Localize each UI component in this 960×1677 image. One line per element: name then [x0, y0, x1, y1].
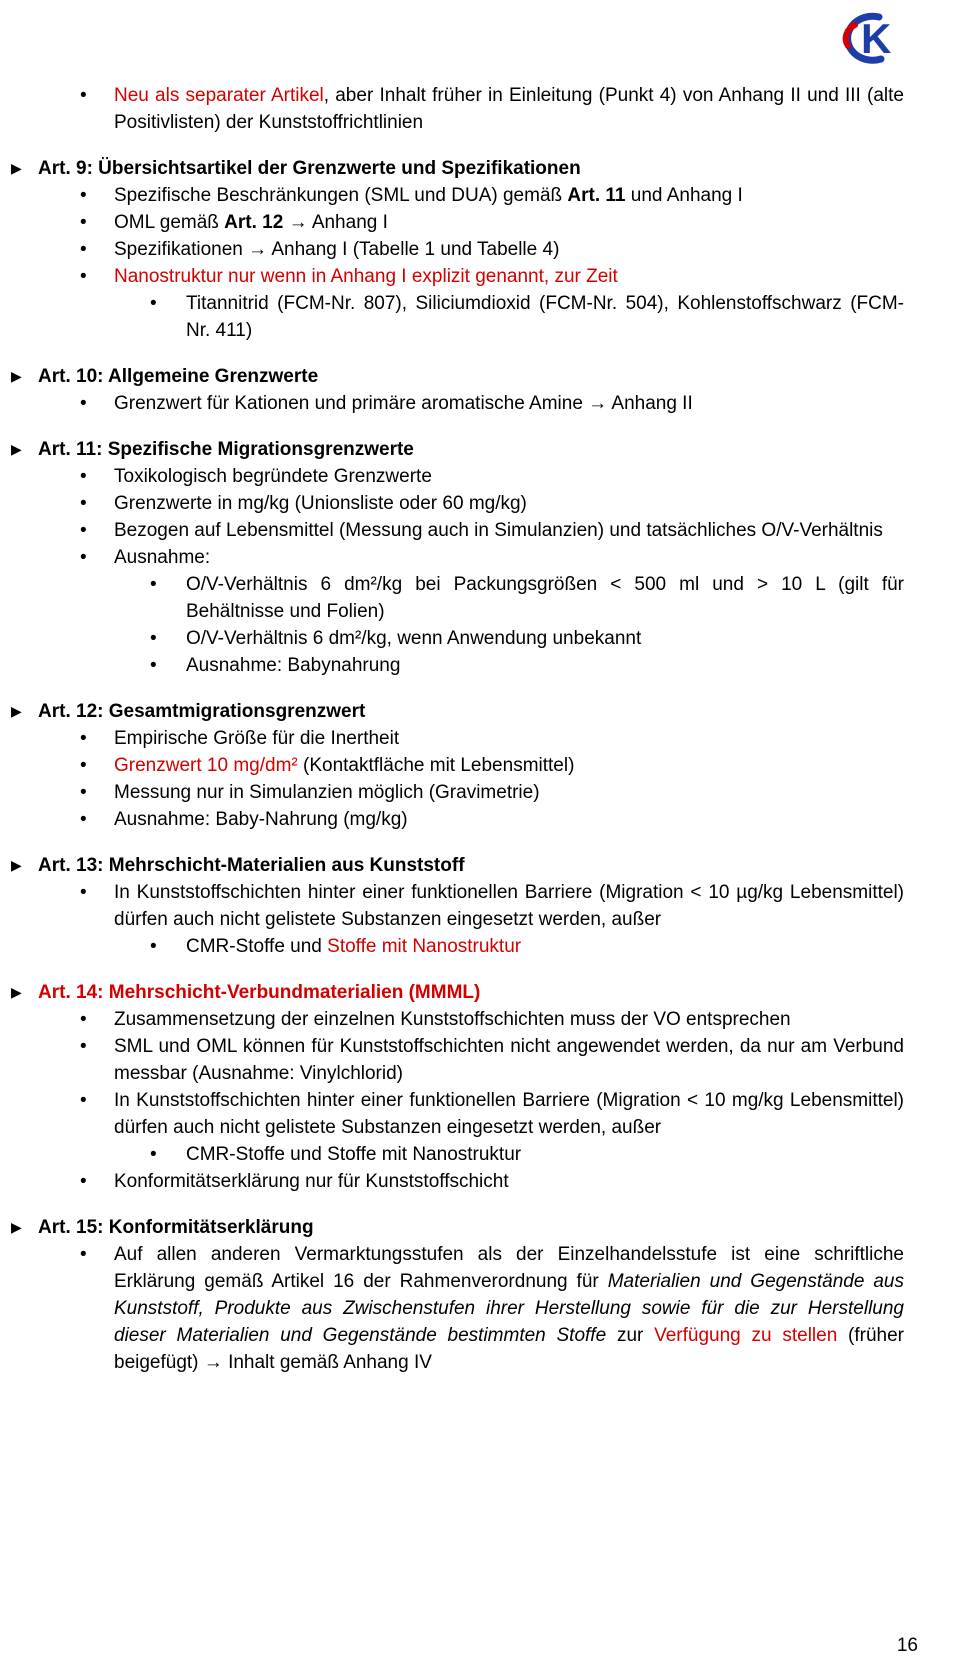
text-run: Bezogen auf Lebensmittel (Messung auch in Simulanzien) und tatsächliches O/V-Verhältnis	[114, 520, 883, 541]
text	[114, 239, 559, 260]
text	[114, 1036, 904, 1084]
bullet-icon: •	[80, 466, 87, 487]
text-run: (früher beigefügt) → Inhalt gemäß Anhang IV	[114, 1325, 905, 1373]
bullet-icon: •	[80, 1244, 87, 1265]
text	[114, 1009, 791, 1030]
text-run: Art. 11	[567, 185, 626, 206]
bullet-icon: •	[80, 520, 87, 541]
text-run: Art. 12: Gesamtmigrationsgrenzwert	[38, 701, 366, 722]
text-run: zur	[606, 1325, 655, 1346]
text	[114, 809, 408, 830]
text-run: Spezifikationen → Anhang I (Tabelle 1 und Tabelle 4)	[114, 239, 560, 260]
heading-art-9	[0, 155, 904, 182]
heading-art-14	[0, 979, 904, 1006]
bullet-icon: •	[80, 809, 87, 830]
bullet-barriere-ug	[0, 879, 904, 933]
text	[114, 755, 574, 776]
text	[114, 466, 432, 487]
bullet-icon: •	[150, 1144, 157, 1165]
bullet-ov-unbekannt	[0, 625, 904, 652]
ik-logo	[832, 8, 902, 68]
text-run: Grenzwert 10 mg/dm²	[114, 755, 298, 776]
text	[38, 701, 365, 722]
bullet-icon: •	[80, 728, 87, 749]
text-run: Grenzwerte in mg/kg (Unionsliste oder 60 mg/kg)	[114, 493, 527, 514]
text-run: Spezifische Beschränkungen (SML und DUA) gemäß	[114, 185, 568, 206]
text	[186, 293, 904, 341]
text	[38, 158, 581, 179]
text	[38, 982, 480, 1003]
arrow-marker-icon: ▶	[11, 703, 22, 719]
text-run: Grenzwert für Kationen und primäre aromatische Amine → Anhang II	[114, 393, 693, 414]
bullet-zusammensetzung	[0, 1006, 904, 1033]
bullet-icon: •	[80, 493, 87, 514]
text-run: In Kunststoffschichten hinter einer funktionellen Barriere (Migration < 10 mg/kg Lebensmittel) dürfen auch nicht gelistete Substanzen eingesetzt werden, außer	[114, 1090, 904, 1138]
heading-art-12	[0, 698, 904, 725]
text-run: CMR-Stoffe und Stoffe mit Nanostruktur	[186, 1144, 522, 1165]
bullet-icon: •	[80, 1090, 87, 1111]
bullet-icon: •	[80, 212, 87, 233]
text	[186, 628, 641, 649]
text-run: Zusammensetzung der einzelnen Kunststoffschichten muss der VO entsprechen	[114, 1009, 791, 1030]
bullet-icon: •	[80, 1009, 87, 1030]
text	[186, 574, 904, 622]
bullet-neu-artikel	[0, 82, 904, 136]
text	[114, 212, 388, 233]
text-run: OML gemäß	[114, 212, 225, 233]
bullet-nanostruktur	[0, 263, 904, 290]
heading-art-15	[0, 1214, 904, 1241]
bullet-sml-oml	[0, 1033, 904, 1087]
text-run: Ausnahme: Babynahrung	[186, 655, 401, 676]
text-run: → Anhang I	[283, 212, 388, 233]
text-run: und Anhang I	[625, 185, 743, 206]
text-run: O/V-Verhältnis 6 dm²/kg bei Packungsgrößen < 500 ml und > 10 L (gilt für Behältnisse und Folien)	[186, 574, 904, 622]
text	[38, 439, 414, 460]
bullet-sml-dua	[0, 182, 904, 209]
bullet-ov-500ml	[0, 571, 904, 625]
heading-art-10	[0, 363, 904, 390]
text-run: Nanostruktur nur wenn in Anhang I explizit genannt, zur Zeit	[114, 266, 618, 287]
bullet-icon: •	[80, 1171, 87, 1192]
bullet-cmr-1	[0, 933, 904, 960]
text-run: Toxikologisch begründete Grenzwerte	[114, 466, 432, 487]
logo-letter: K	[861, 15, 892, 62]
bullet-titannitrid	[0, 290, 904, 344]
heading-art-11	[0, 436, 904, 463]
text	[114, 1244, 904, 1373]
text-run: O/V-Verhältnis 6 dm²/kg, wenn Anwendung unbekannt	[186, 628, 642, 649]
text-run: Stoffe mit Nanostruktur	[327, 936, 522, 957]
text-run: Art. 9: Übersichtsartikel der Grenzwerte und Spezifikationen	[38, 158, 581, 179]
text-run: Art. 12	[224, 212, 284, 233]
text-run: Art. 11: Spezifische Migrationsgrenzwerte	[38, 439, 414, 460]
text	[114, 1171, 509, 1192]
bullet-icon: •	[150, 628, 157, 649]
bullet-icon: •	[150, 936, 157, 957]
text-run: Auf allen anderen Vermarktungsstufen als der Einzelhandelsstufe ist eine schriftliche Erklärung gemäß Artikel 16 der Rahmenverordnung für	[114, 1244, 904, 1292]
text-run: Ausnahme: Baby-Nahrung (mg/kg)	[114, 809, 408, 830]
bullet-konformitaet-schicht	[0, 1168, 904, 1195]
bullet-gravimetrie	[0, 779, 904, 806]
text	[186, 1144, 521, 1165]
text-run: Art. 13: Mehrschicht-Materialien aus Kunststoff	[38, 855, 465, 876]
text-run: Art. 15: Konformitätserklärung	[38, 1217, 314, 1238]
bullet-icon: •	[80, 782, 87, 803]
ik-logo-graphic	[832, 8, 902, 68]
text	[114, 882, 904, 930]
bullet-cmr-2	[0, 1141, 904, 1168]
text-run: Art. 10: Allgemeine Grenzwerte	[38, 366, 319, 387]
bullet-icon: •	[80, 85, 87, 106]
bullet-spezifikationen	[0, 236, 904, 263]
text-run: , aber Inhalt früher in Einleitung (Punkt 4) von Anhang II und III (alte Positivlisten) der Kunststoffrichtlinien	[114, 85, 904, 133]
bullet-icon: •	[80, 1036, 87, 1057]
text-run: Titannitrid (FCM-Nr. 807), Siliciumdioxid (FCM-Nr. 504), Kohlenstoffschwarz (FCM-Nr. 411)	[186, 293, 904, 341]
text	[114, 782, 540, 803]
text-run: (Kontaktfläche mit Lebensmittel)	[297, 755, 575, 776]
text	[114, 547, 210, 568]
arrow-marker-icon: ▶	[11, 984, 22, 1000]
text	[114, 728, 399, 749]
text-run: Messung nur in Simulanzien möglich (Gravimetrie)	[114, 782, 540, 803]
arrow-marker-icon: ▶	[11, 160, 22, 176]
bullet-icon: •	[80, 239, 87, 260]
text	[38, 1217, 314, 1238]
bullet-icon: •	[80, 547, 87, 568]
text	[38, 366, 318, 387]
text	[186, 655, 400, 676]
bullet-icon: •	[80, 266, 87, 287]
bullet-babynahrung	[0, 652, 904, 679]
text-run: Ausnahme:	[114, 547, 211, 568]
text-run: SML und OML können für Kunststoffschichten nicht angewendet werden, da nur am Verbund messbar (Ausnahme: Vinylchlorid)	[114, 1036, 904, 1084]
arrow-marker-icon: ▶	[11, 1219, 22, 1235]
text	[114, 266, 618, 287]
bullet-mgkg	[0, 490, 904, 517]
page-number: 16	[896, 1635, 918, 1656]
bullet-grenzwert-10	[0, 752, 904, 779]
bullet-icon: •	[80, 882, 87, 903]
text	[114, 393, 693, 414]
bullet-erklaerung	[0, 1241, 904, 1376]
text	[38, 855, 465, 876]
bullet-icon: •	[150, 293, 157, 314]
text-run: In Kunststoffschichten hinter einer funktionellen Barriere (Migration < 10 µg/kg Lebensmittel) dürfen auch nicht gelistete Substanzen eingesetzt werden, außer	[114, 882, 904, 930]
text	[114, 1090, 904, 1138]
arrow-marker-icon: ▶	[11, 368, 22, 384]
text-run: Verfügung zu stellen	[654, 1325, 838, 1346]
bullet-icon: •	[80, 185, 87, 206]
text	[186, 936, 521, 957]
text-run: Materialien und Gegenstände aus Kunststoff, Produkte aus Zwischenstufen ihrer Herstellung sowie für die zur Herstellung dieser Materialien und Gegenstände bestimmten Stoffe	[114, 1271, 904, 1346]
arrow-marker-icon: ▶	[11, 441, 22, 457]
bullet-kationen	[0, 390, 904, 417]
content	[0, 82, 960, 1376]
bullet-barriere-mg	[0, 1087, 904, 1141]
text	[114, 85, 904, 133]
bullet-baby-mgkg	[0, 806, 904, 833]
text	[114, 185, 743, 206]
bullet-icon: •	[80, 393, 87, 414]
bullet-toxikologisch	[0, 463, 904, 490]
text-run: CMR-Stoffe und	[186, 936, 328, 957]
bullet-bezogen	[0, 517, 904, 544]
bullet-oml	[0, 209, 904, 236]
bullet-icon: •	[80, 755, 87, 776]
text-run: Neu als separater Artikel	[114, 85, 324, 106]
bullet-empirisch	[0, 725, 904, 752]
bullet-ausnahme	[0, 544, 904, 571]
text-run: Art. 14: Mehrschicht-Verbundmaterialien (MMML)	[38, 982, 481, 1003]
text	[114, 520, 883, 541]
text-run: Empirische Größe für die Inertheit	[114, 728, 400, 749]
arrow-marker-icon: ▶	[11, 857, 22, 873]
bullet-icon: •	[150, 655, 157, 676]
heading-art-13	[0, 852, 904, 879]
bullet-icon: •	[150, 574, 157, 595]
text	[114, 493, 527, 514]
text-run: Konformitätserklärung nur für Kunststoffschicht	[114, 1171, 509, 1192]
